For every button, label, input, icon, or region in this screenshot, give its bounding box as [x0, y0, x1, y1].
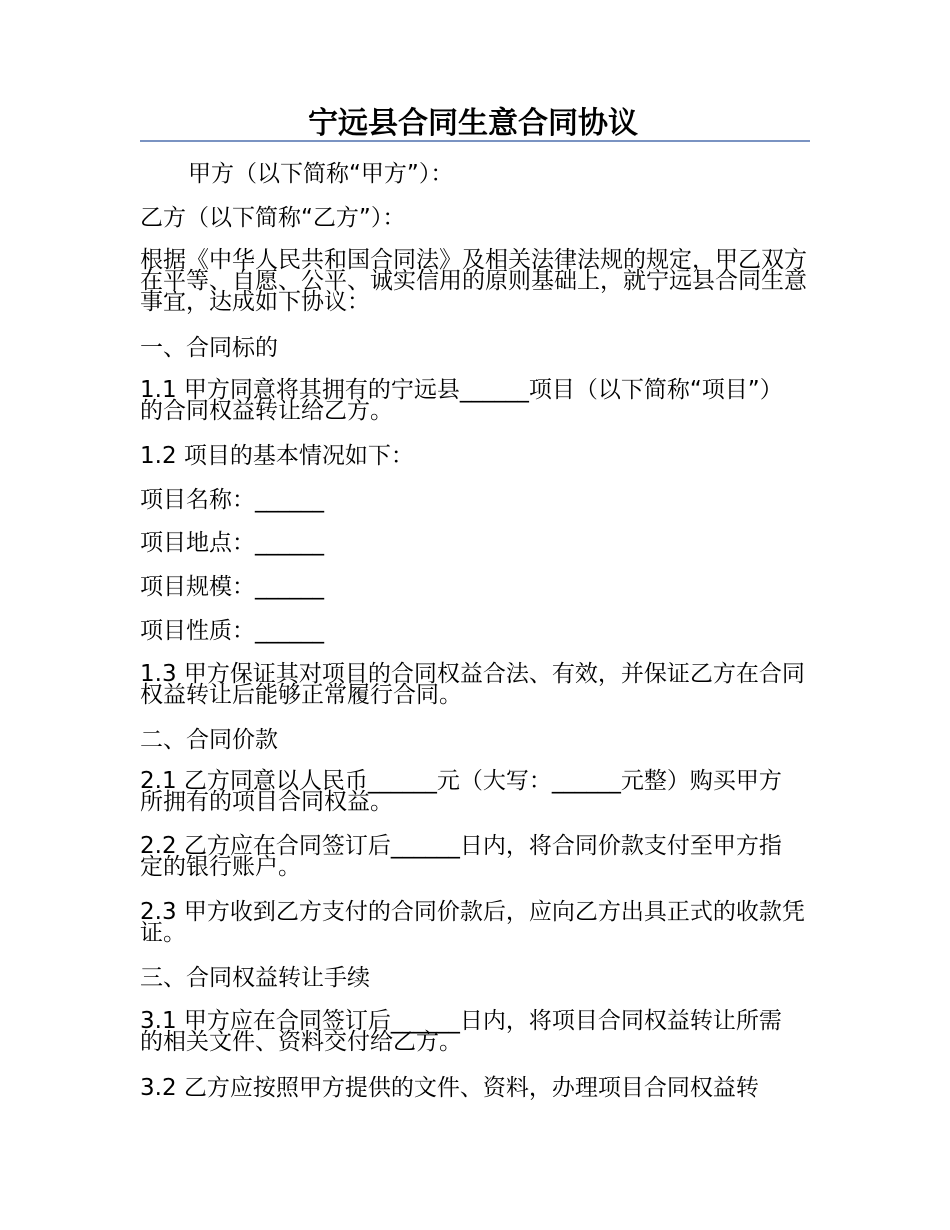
project-location-field: 项目地点：______ — [140, 530, 324, 556]
clause-1-3: 1.3 甲方保证其对项目的合同权益合法、有效，并保证乙方在合同权益转让后能够正常履行合同。 — [140, 661, 805, 708]
clause-3-1: 3.1 甲方应在合同签订后______日内，将项目合同权益转让所需的相关文件、资料交付给乙方。 — [140, 1008, 782, 1055]
clause-2-1: 2.1 乙方同意以人民币______元（大写：______元整）购买甲方所拥有的项目合同权益。 — [140, 768, 782, 815]
clause-1-1: 1.1 甲方同意将其拥有的宁远县______项目（以下简称“项目”）的合同权益转让给乙方。 — [140, 377, 772, 424]
title-block — [140, 100, 810, 142]
clause-2-2: 2.2 乙方应在合同签订后______日内，将合同价款支付至甲方指定的银行账户。 — [140, 833, 782, 880]
section-1-heading: 一、合同标的 — [140, 335, 278, 361]
preamble-paragraph: 根据《中华人民共和国合同法》及相关法律法规的规定，甲乙双方在平等、自愿、公平、诚实信用的原则基础上，就宁远县合同生意事宜，达成如下协议： — [140, 247, 807, 315]
document-title: 宁远县合同生意合同协议 — [308, 106, 638, 141]
clause-2-3: 2.3 甲方收到乙方支付的合同价款后，应向乙方出具正式的收款凭证。 — [140, 899, 805, 946]
section-2-heading: 二、合同价款 — [140, 727, 278, 753]
project-scale-field: 项目规模：______ — [140, 574, 324, 600]
project-name-field: 项目名称：______ — [140, 487, 324, 513]
section-3-heading: 三、合同权益转让手续 — [140, 965, 370, 991]
clause-1-2: 1.2 项目的基本情况如下： — [140, 443, 414, 469]
party-b-line: 乙方（以下简称“乙方”）： — [140, 205, 406, 231]
project-nature-field: 项目性质：______ — [140, 618, 324, 644]
party-a-line: 甲方（以下简称“甲方”）： — [188, 161, 454, 187]
clause-3-2: 3.2 乙方应按照甲方提供的文件、资料，办理项目合同权益转 — [140, 1075, 759, 1101]
